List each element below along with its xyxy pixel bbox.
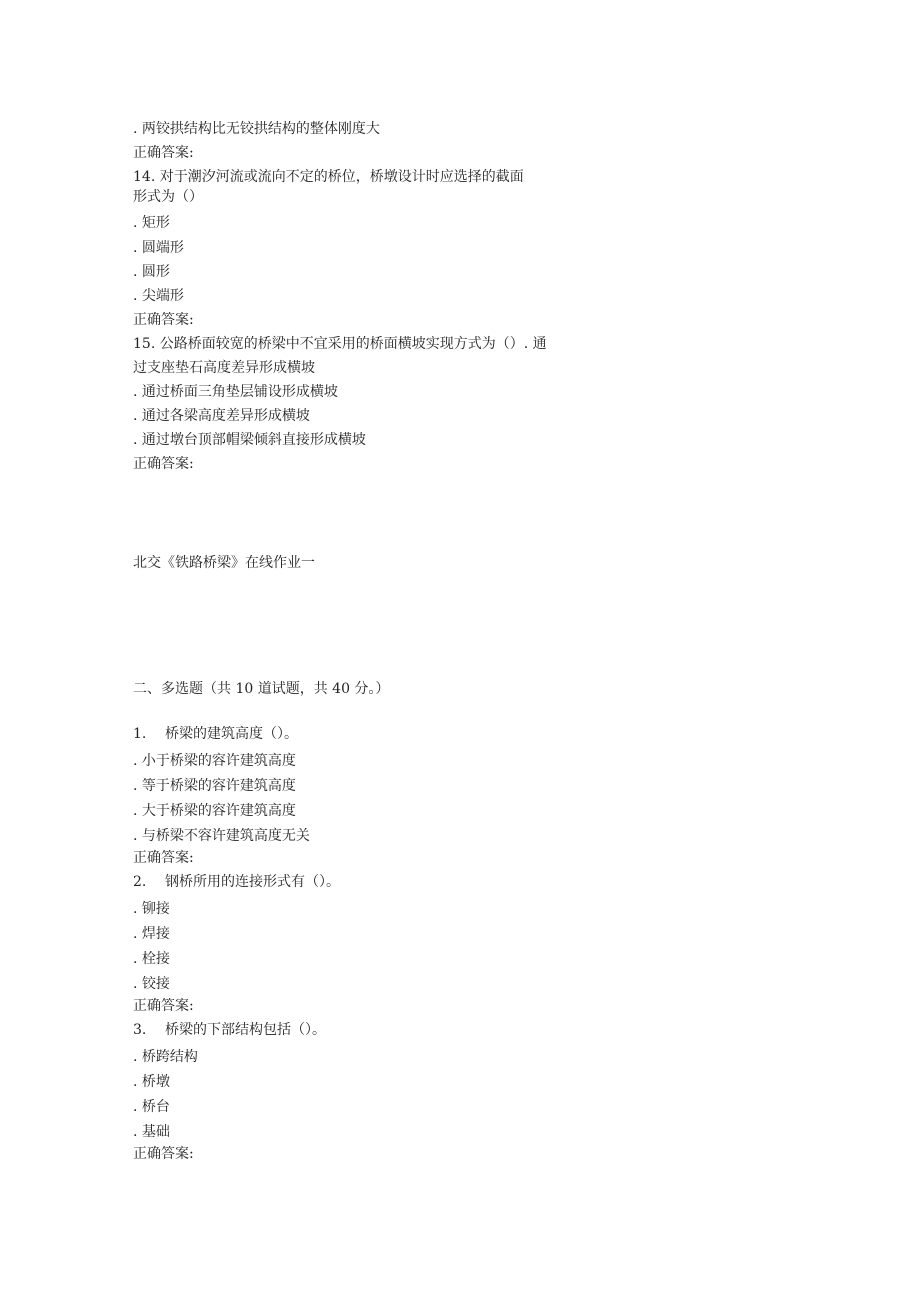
question-15-option-d: . 通过墩台顶部帽梁倾斜直接形成横坡	[133, 432, 366, 448]
question-15-option-b: . 通过桥面三角垫层铺设形成横坡	[133, 384, 338, 400]
question-15-stem-cont: 过支座垫石高度差异形成横坡	[133, 360, 315, 376]
correct-answer-label: 正确答案:	[133, 145, 194, 161]
question-14-option-b: . 圆端形	[133, 240, 184, 256]
correct-answer-label: 正确答案:	[133, 850, 194, 866]
multi-question-1-option-a: . 小于桥梁的容许建筑高度	[133, 753, 296, 769]
multi-question-1-option-b: . 等于桥梁的容许建筑高度	[133, 778, 296, 794]
multi-question-2-option-a: . 铆接	[133, 901, 170, 917]
section-heading: 二、多选题（共 10 道试题，共 40 分。）	[133, 681, 390, 697]
question-14-option-a: . 矩形	[133, 215, 170, 231]
question-number: 3.	[133, 1022, 147, 1038]
multi-question-1-option-c: . 大于桥梁的容许建筑高度	[133, 803, 296, 819]
multi-question-2-option-c: . 栓接	[133, 951, 170, 967]
multi-question-3-option-a: . 桥跨结构	[133, 1049, 198, 1065]
question-text: 桥梁的建筑高度（）。	[165, 726, 298, 742]
question-14-stem-cont: 形式为（）	[133, 189, 203, 205]
question-14-stem: 14. 对于潮汐河流或流向不定的桥位，桥墩设计时应选择的截面	[133, 169, 524, 185]
document-title: 北交《铁路桥梁》在线作业一	[133, 555, 315, 571]
question-14-option-c: . 圆形	[133, 264, 170, 280]
correct-answer-label: 正确答案:	[133, 998, 194, 1014]
multi-question-1-stem	[133, 727, 298, 741]
multi-question-2-stem	[133, 875, 340, 889]
question-number: 2.	[133, 874, 147, 890]
correct-answer-label: 正确答案:	[133, 456, 194, 472]
question-text: 桥梁的下部结构包括（）。	[165, 1022, 326, 1038]
multi-question-3-stem	[133, 1023, 326, 1037]
multi-question-2-option-d: . 铰接	[133, 976, 170, 992]
question-number: 1.	[133, 726, 147, 742]
multi-question-2-option-b: . 焊接	[133, 926, 170, 942]
multi-question-3-option-b: . 桥墩	[133, 1074, 170, 1090]
question-15-stem: 15. 公路桥面较宽的桥梁中不宜采用的桥面横坡实现方式为（）. 通	[133, 336, 547, 352]
multi-question-3-option-c: . 桥台	[133, 1099, 170, 1115]
correct-answer-label: 正确答案:	[133, 1146, 194, 1162]
multi-question-1-option-d: . 与桥梁不容许建筑高度无关	[133, 828, 310, 844]
multi-question-3-option-d: . 基础	[133, 1124, 170, 1140]
question-14-option-d: . 尖端形	[133, 288, 184, 304]
question-15-option-c: . 通过各梁高度差异形成横坡	[133, 408, 310, 424]
question-text: 钢桥所用的连接形式有（）。	[165, 874, 340, 890]
correct-answer-label: 正确答案:	[133, 312, 194, 328]
previous-question-option: . 两铰拱结构比无铰拱结构的整体刚度大	[133, 121, 380, 137]
